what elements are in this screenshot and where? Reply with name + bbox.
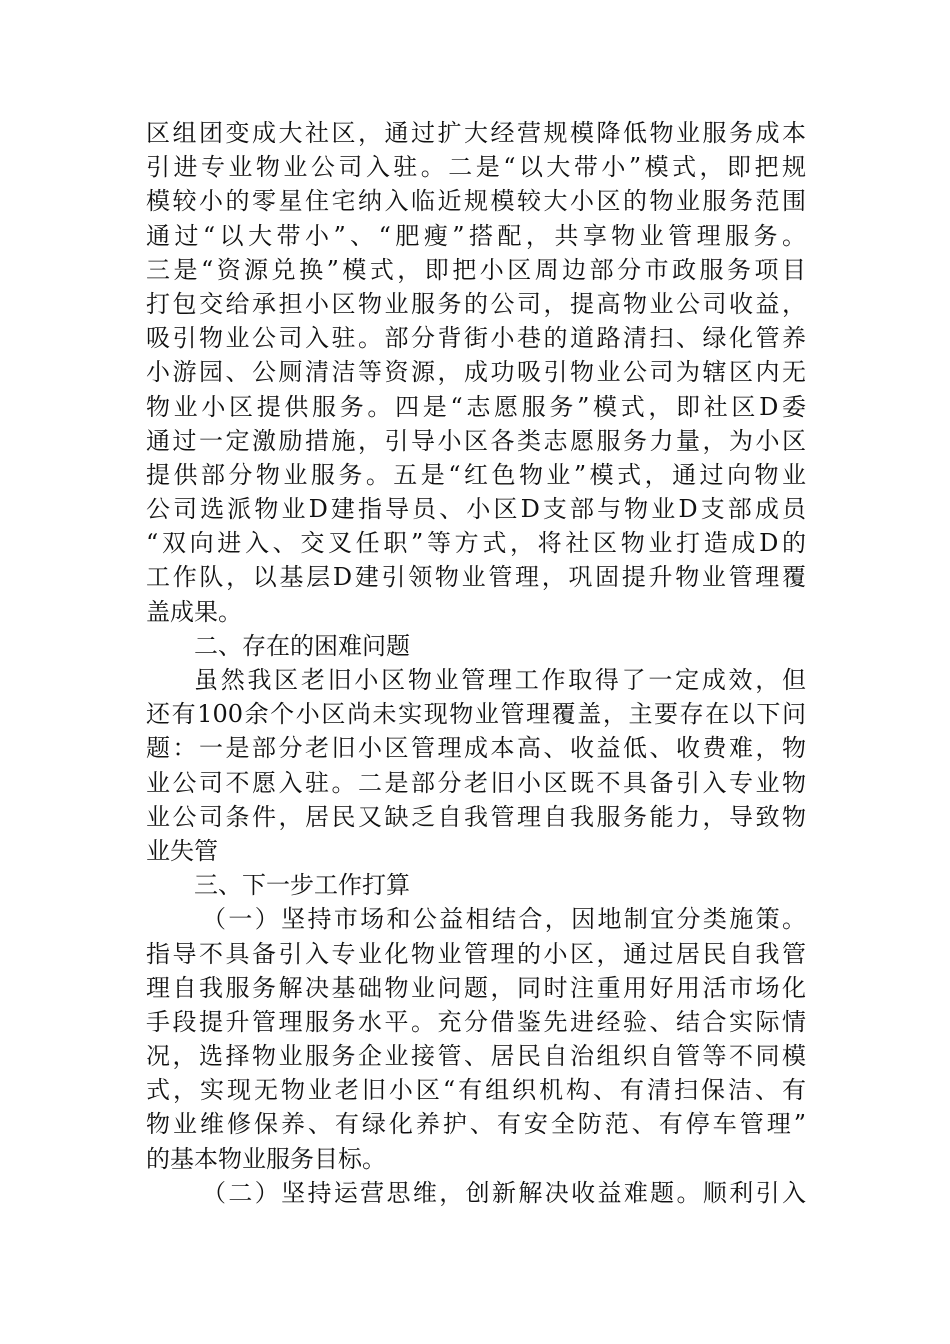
- paragraph-line: 打包交给承担小区物业服务的公司，提高物业公司收益，: [146, 289, 806, 318]
- paragraph-line: 业公司条件，居民又缺乏自我管理自我服务能力，导致物: [146, 802, 806, 831]
- paragraph-line: 业失管: [146, 836, 218, 865]
- paragraph-line: 况，选择物业服务企业接管、居民自治组织自管等不同模: [146, 1042, 806, 1071]
- paragraph-line: 的基本物业服务目标。: [146, 1144, 386, 1173]
- paragraph-line: 还有100余个小区尚未实现物业管理覆盖，主要存在以下问: [146, 700, 806, 729]
- paragraph-line: 工作队，以基层D建引领物业管理，巩固提升物业管理覆: [146, 563, 806, 592]
- subsection-heading: （一）坚持市场和公益相结合，因地制宜分类施策。: [202, 905, 806, 934]
- paragraph-line: 提供部分物业服务。五是“红色物业”模式，通过向物业: [146, 460, 806, 489]
- paragraph-line: 通过一定激励措施，引导小区各类志愿服务力量，为小区: [146, 426, 806, 455]
- subsection-heading: （二）坚持运营思维，创新解决收益难题。顺利引入: [202, 1178, 806, 1207]
- paragraph-line: 物业维修保养、有绿化养护、有安全防范、有停车管理”: [146, 1110, 806, 1139]
- paragraph-line: 盖成果。: [146, 597, 242, 626]
- paragraph-line: “双向进入、交叉任职”等方式，将社区物业打造成D的: [146, 529, 806, 558]
- document-body: [146, 116, 806, 1210]
- paragraph-line: 区组团变成大社区，通过扩大经营规模降低物业服务成本: [146, 119, 806, 147]
- section-heading: 三、下一步工作打算: [194, 871, 410, 900]
- section-heading: 二、存在的困难问题: [194, 631, 410, 660]
- paragraph-line: 题：一是部分老旧小区管理成本高、收益低、收费难，物: [146, 734, 806, 763]
- paragraph-line: 三是“资源兑换”模式，即把小区周边部分市政服务项目: [146, 255, 806, 284]
- paragraph-line: 式，实现无物业老旧小区“有组织机构、有清扫保洁、有: [146, 1076, 806, 1105]
- paragraph-line: 物业小区提供服务。四是“志愿服务”模式，即社区D委: [146, 392, 806, 421]
- paragraph-line: 引进专业物业公司入驻。二是“以大带小”模式，即把规: [146, 153, 806, 182]
- paragraph-line: 理自我服务解决基础物业问题，同时注重用好用活市场化: [146, 973, 806, 1002]
- paragraph-line: 模较小的零星住宅纳入临近规模较大小区的物业服务范围: [146, 187, 806, 216]
- paragraph-line: 吸引物业公司入驻。部分背街小巷的道路清扫、绿化管养: [146, 324, 806, 353]
- paragraph-line: 指导不具备引入专业化物业管理的小区，通过居民自我管: [146, 939, 806, 968]
- paragraph-line: 业公司不愿入驻。二是部分老旧小区既不具备引入专业物: [146, 768, 806, 797]
- paragraph-line: 通过“以大带小”、“肥瘦”搭配，共享物业管理服务。: [146, 221, 806, 250]
- paragraph-line: 手段提升管理服务水平。充分借鉴先进经验、结合实际情: [146, 1007, 806, 1036]
- paragraph-line: 公司选派物业D建指导员、小区D支部与物业D支部成员: [146, 495, 806, 524]
- paragraph-line: 小游园、公厕清洁等资源，成功吸引物业公司为辖区内无: [146, 358, 806, 387]
- paragraph-line: 虽然我区老旧小区物业管理工作取得了一定成效，但: [194, 666, 806, 694]
